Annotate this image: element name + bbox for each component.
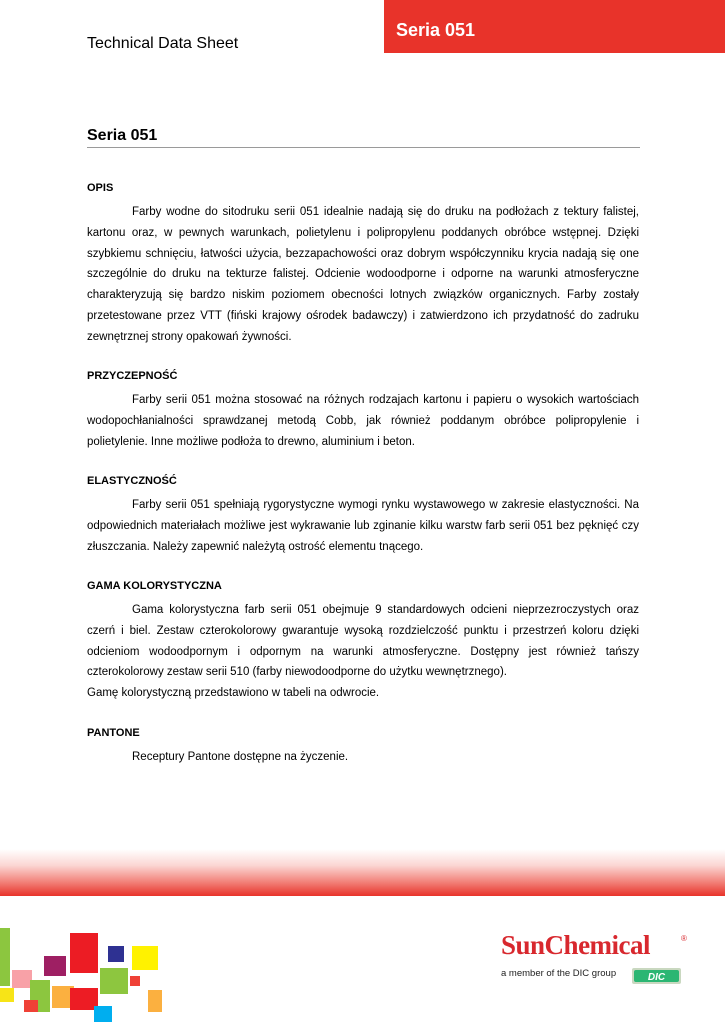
dic-logo-text: DIC bbox=[647, 972, 666, 983]
color-mosaic-graphic bbox=[0, 928, 170, 1024]
brand-tagline: a member of the DIC group bbox=[501, 968, 617, 979]
dic-logo-icon bbox=[632, 968, 681, 984]
section-opis bbox=[87, 182, 639, 348]
section-heading: PRZYCZEPNOŚĆ bbox=[87, 370, 178, 382]
section-heading: ELASTYCZNOŚĆ bbox=[87, 475, 177, 487]
sunchemical-logo bbox=[501, 928, 691, 990]
section-paragraph: Gamę kolorystyczną przedstawiono w tabeli na odwrocie. bbox=[87, 687, 380, 700]
section-elastycznosc bbox=[87, 475, 639, 557]
section-paragraph: Farby serii 051 spełniają rygorystyczne wymogi rynku wystawowego w zakresie elastyczności. Na odpowiednich materiałach możliwe jest wykrawanie lub zginanie kilku warstw farb serii 051 bez pęknięć czy złuszczania. Należy zapewnić należytą ostrość elementu tnącego. bbox=[87, 499, 639, 553]
brand-name: SunChemical bbox=[501, 930, 651, 960]
section-paragraph: Receptury Pantone dostępne na życzenie. bbox=[132, 751, 349, 763]
registered-mark-icon: ® bbox=[681, 934, 687, 943]
section-paragraph: Farby wodne do sitodruku serii 051 idealnie nadają się do druku na podłożach z tektury falistej, kartonu oraz, w pewnych warunkach, polietylenu i polipropylenu poddanych obróbce wstępnej. Dzięki szybkiemu schnięciu, łatwości użycia, bezzapachowości oraz dobrym współczynniku krycia nadają się one szczególnie do druku na tekturze falistej. Odcienie wodoodporne i odporne na warunki atmosferyczne charakteryzują się bardzo niskim poziomem obecności lotnych związków organicznych. Farby zostały przetestowane przez VTT (fiński krajowy ośrodek badawczy) i zatwierdzono ich przydatność do zadruku zewnętrznej strony opakowań żywności. bbox=[87, 206, 639, 343]
section-heading: OPIS bbox=[87, 182, 114, 194]
section-heading: GAMA KOLORYSTYCZNA bbox=[87, 580, 222, 592]
footer-gradient-band bbox=[0, 849, 725, 896]
series-tab-label: Seria 051 bbox=[396, 20, 476, 40]
section-heading: PANTONE bbox=[87, 727, 140, 739]
page-title: Seria 051 bbox=[87, 127, 158, 144]
section-gama-kolorystyczna bbox=[87, 580, 639, 704]
document-type-label: Technical Data Sheet bbox=[87, 35, 239, 52]
section-pantone bbox=[87, 727, 639, 768]
series-tab bbox=[384, 0, 725, 53]
title-divider bbox=[87, 147, 640, 148]
section-paragraph: Farby serii 051 można stosować na różnych rodzajach kartonu i papieru o wysokich wartościach wodopochłanialności sprawdzanej metodą Cobb, jak również poddanym obróbce polipropylenie i polietylenie. Inne możliwe podłoża to drewno, aluminium i beton. bbox=[87, 394, 639, 448]
section-przyczepnosc bbox=[87, 370, 639, 452]
section-paragraph: Gama kolorystyczna farb serii 051 obejmuje 9 standardowych odcieni nieprzezroczystych oraz czerń i biel. Zestaw czterokolorowy gwarantuje wysoką rozdzielczość punktu i przestrzeń koloru dzięki odcieniom wodoodpornym i odpornym na warunki atmosferyczne. Dostępny jest również tańszy czterokolorowy zestaw serii 510 (farby niewodoodporne do użytku wewnętrznego). bbox=[87, 604, 639, 679]
